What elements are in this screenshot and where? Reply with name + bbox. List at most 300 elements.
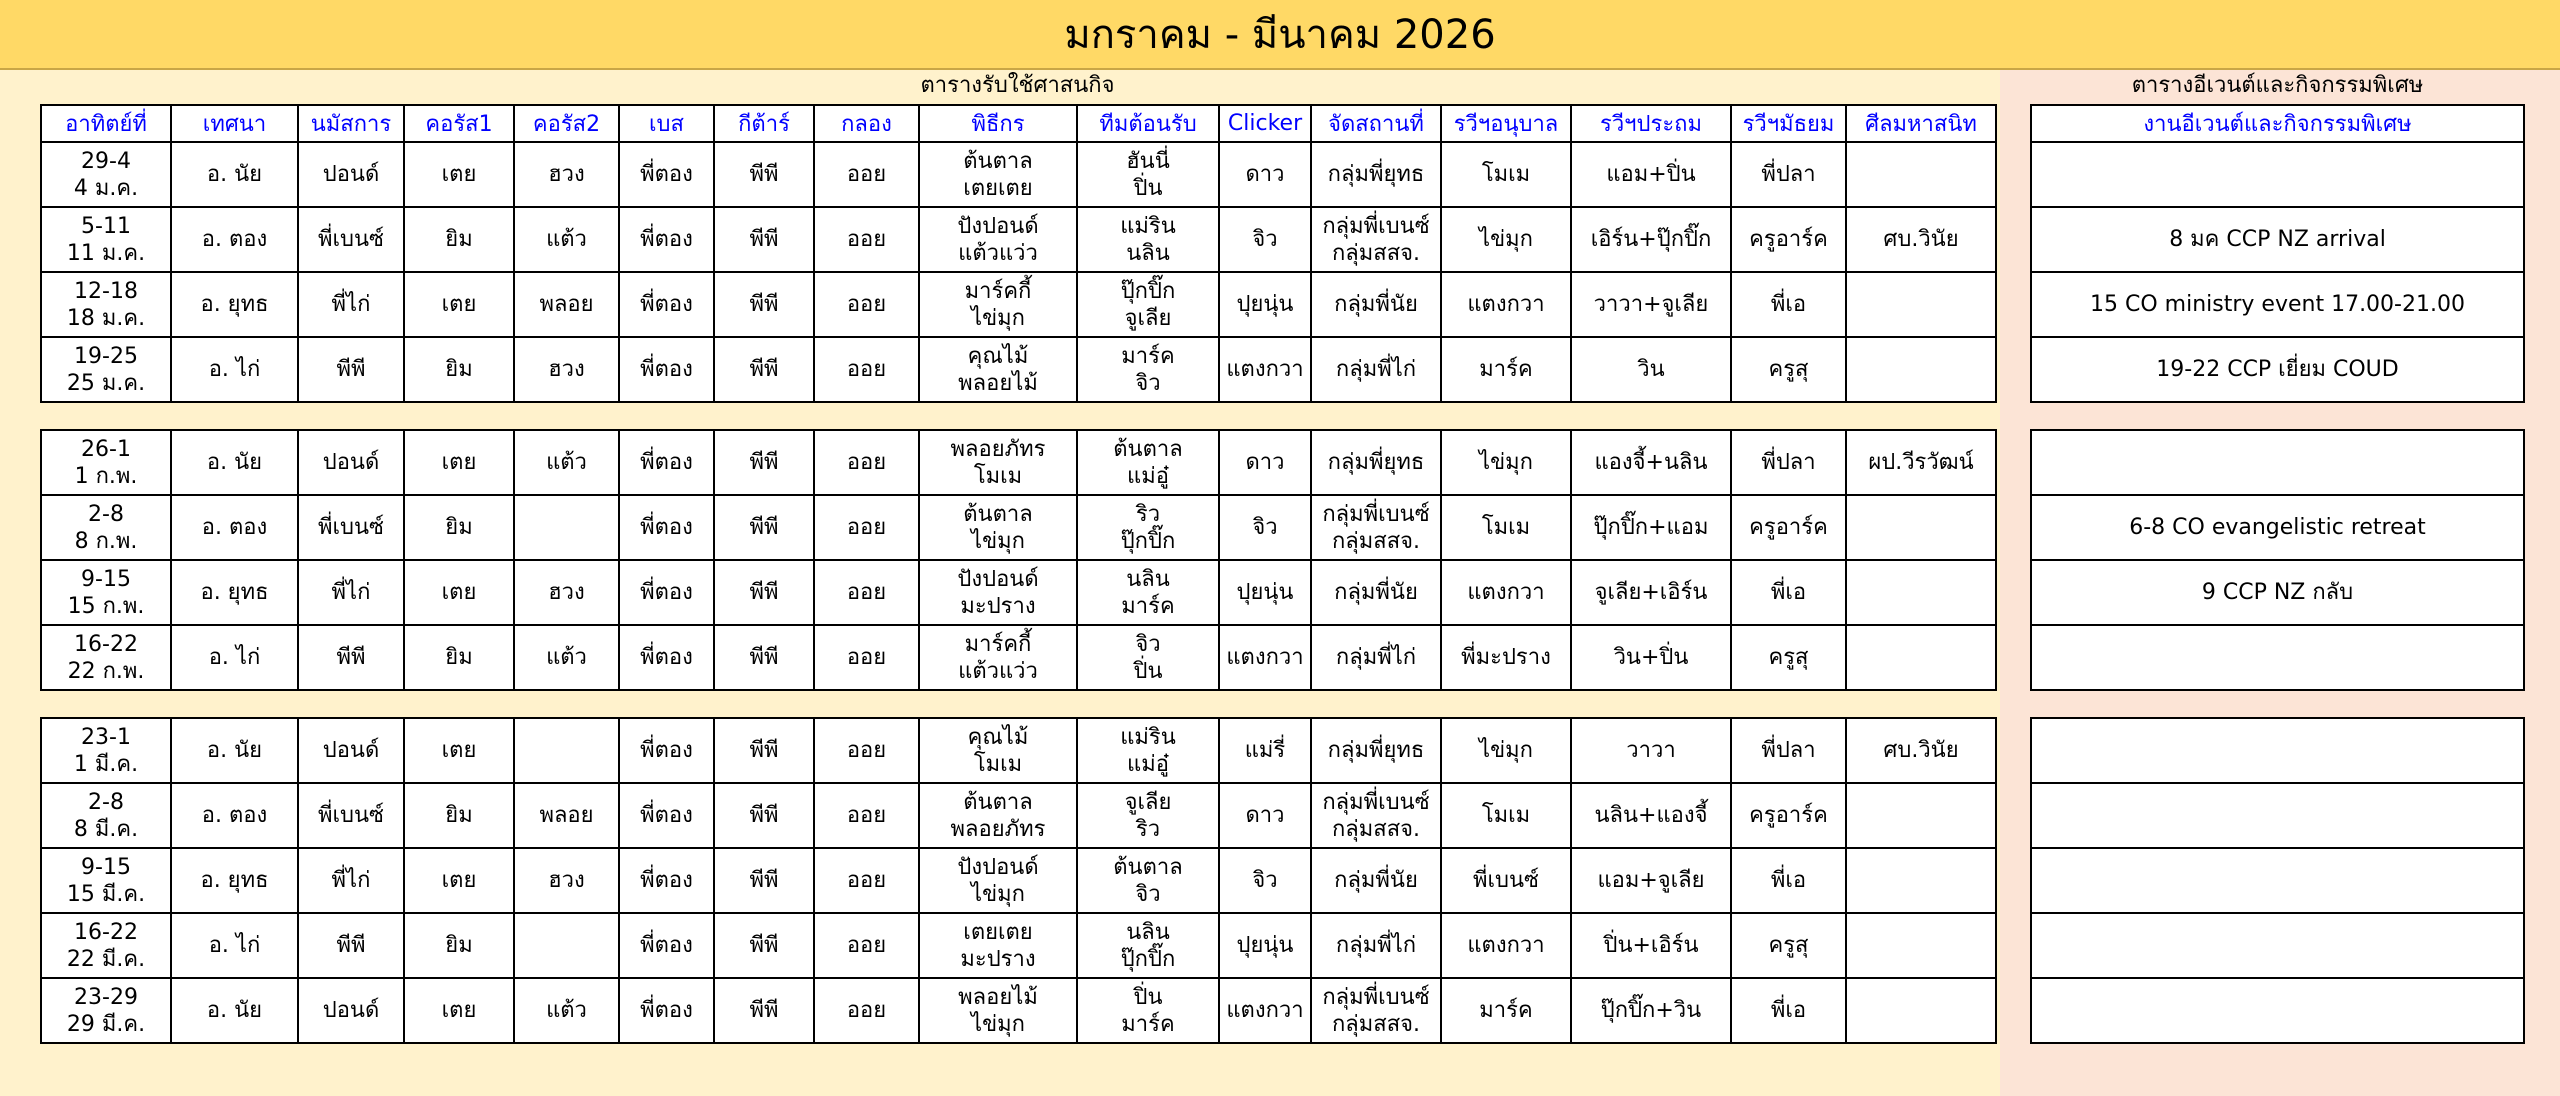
cell-line: พี่ตอง	[640, 738, 693, 763]
column-header: รวีฯมัธยม	[1731, 105, 1846, 142]
table-cell	[298, 495, 404, 560]
table-cell	[1219, 718, 1311, 783]
cell-line: ออย	[846, 868, 887, 893]
table-cell	[1441, 625, 1571, 690]
table-cell	[1219, 430, 1311, 495]
event-row	[2031, 142, 2524, 207]
table-cell	[171, 913, 298, 978]
cell-line: พีพี	[749, 998, 779, 1023]
table-cell	[171, 783, 298, 848]
table-cell	[714, 272, 814, 337]
table-cell	[171, 978, 298, 1043]
table-cell	[1219, 207, 1311, 272]
cell-line: ศบ.วินัย	[1883, 227, 1959, 252]
cell-line: กลุ่มพี่ไก่	[1335, 933, 1417, 958]
table-cell	[919, 783, 1077, 848]
cell-line: ดาว	[1245, 450, 1285, 475]
table-cell	[619, 718, 714, 783]
table-cell	[514, 625, 619, 690]
table-cell	[919, 978, 1077, 1043]
table-cell	[404, 495, 514, 560]
cell-line: อ. นัย	[206, 738, 263, 763]
table-cell	[1846, 560, 1996, 625]
cell-line: ออย	[846, 933, 887, 958]
cell-line: เตย	[441, 450, 477, 475]
event-cell	[2031, 718, 2524, 783]
table-cell	[1311, 337, 1441, 402]
table-cell	[919, 560, 1077, 625]
table-cell	[298, 430, 404, 495]
cell-line: อ. ตอง	[201, 803, 268, 828]
cell-line: กลุ่มสสจ.	[1331, 528, 1421, 554]
cell-line: เตย	[441, 868, 477, 893]
table-cell	[919, 625, 1077, 690]
cell-line: ริว	[1135, 501, 1161, 527]
table-cell	[171, 718, 298, 783]
cell-line: ปุยนุ่น	[1236, 933, 1294, 958]
cell-line: ดาว	[1245, 803, 1285, 828]
cell-line: ปอนด์	[322, 738, 380, 763]
cell-line: 9-15	[81, 854, 131, 880]
cell-line: พี่ตอง	[640, 933, 693, 958]
cell-line: พี่ปลา	[1761, 738, 1816, 763]
cell-line: ปิ่น	[1133, 658, 1163, 684]
cell-line: จิว	[1135, 631, 1161, 657]
event-row	[2031, 272, 2524, 337]
table-cell	[814, 430, 919, 495]
cell-line: อ. ยุทธ	[200, 292, 269, 317]
cell-line: วิน+ปิ่น	[1613, 645, 1689, 670]
cell-line: แม่อู๋	[1127, 463, 1169, 489]
table-cell	[1311, 495, 1441, 560]
table-cell	[714, 495, 814, 560]
table-cell	[619, 848, 714, 913]
column-header: อาทิตย์ที่	[41, 105, 171, 142]
cell-line: แต้ว	[546, 645, 587, 670]
event-cell	[2031, 848, 2524, 913]
table-cell	[514, 272, 619, 337]
cell-line: เตยเตย	[963, 175, 1033, 201]
table-cell	[619, 142, 714, 207]
schedule-table	[40, 104, 1997, 1044]
table-cell	[1731, 848, 1846, 913]
cell-line: พี่เอ	[1770, 998, 1807, 1023]
cell-line: ปุ๊กปิ๊ก	[1120, 278, 1176, 304]
table-cell	[1441, 978, 1571, 1043]
cell-line: พลอย	[539, 292, 594, 317]
cell-line: อ. ตอง	[201, 515, 268, 540]
cell-line: แตงกวา	[1467, 292, 1545, 317]
cell-line: พี่เบนซ์	[318, 515, 384, 540]
cell-line: 1 มี.ค.	[73, 751, 139, 777]
table-cell	[1441, 430, 1571, 495]
cell-line: กลุ่มพี่ไก่	[1335, 357, 1417, 382]
table-cell	[1077, 430, 1219, 495]
column-header: ทีมต้อนรับ	[1077, 105, 1219, 142]
cell-line: พี่เบนซ์	[318, 227, 384, 252]
cell-line: ฮันนี่	[1126, 148, 1170, 174]
table-cell	[171, 848, 298, 913]
cell-line: ต้นตาล	[1113, 436, 1183, 462]
cell-line: ครูสุ	[1768, 933, 1809, 958]
cell-line: เตย	[441, 580, 477, 605]
cell-line: แต้ว	[546, 450, 587, 475]
table-cell	[1311, 272, 1441, 337]
table-cell	[1077, 142, 1219, 207]
cell-line: ไข่มุก	[971, 881, 1025, 907]
table-cell	[1311, 560, 1441, 625]
table-cell	[1311, 913, 1441, 978]
table-cell	[714, 430, 814, 495]
cell-line: จูเลีย	[1124, 305, 1172, 331]
cell-line: ฮวง	[548, 357, 585, 382]
cell-line: ยิม	[445, 515, 473, 540]
cell-line: พีพี	[749, 580, 779, 605]
table-cell	[298, 783, 404, 848]
group-gap	[2031, 402, 2524, 430]
table-cell	[1077, 848, 1219, 913]
table-cell	[1731, 272, 1846, 337]
event-cell	[2031, 783, 2524, 848]
table-cell	[298, 207, 404, 272]
cell-line: ต้นตาล	[1113, 854, 1183, 880]
table-cell	[814, 207, 919, 272]
table-cell	[619, 272, 714, 337]
cell-line: ออย	[846, 450, 887, 475]
table-cell	[814, 142, 919, 207]
table-cell	[298, 142, 404, 207]
cell-line: โมเม	[1481, 515, 1531, 540]
table-cell	[1219, 913, 1311, 978]
table-cell	[1311, 430, 1441, 495]
column-header: กีต้าร์	[714, 105, 814, 142]
cell-line: 16-22	[74, 631, 138, 657]
table-cell	[404, 272, 514, 337]
cell-line: ยิม	[445, 803, 473, 828]
cell-line: พี่มะปราง	[1461, 645, 1551, 670]
cell-line: 15 ก.พ.	[67, 593, 145, 619]
cell-line: อ. ไก่	[208, 933, 261, 958]
table-row	[41, 272, 1996, 337]
table-cell	[814, 560, 919, 625]
cell-line: กลุ่มพี่ไก่	[1335, 645, 1417, 670]
table-cell	[1219, 848, 1311, 913]
table-cell	[298, 560, 404, 625]
cell-line: ปอนด์	[322, 162, 380, 187]
cell-line: ออย	[846, 292, 887, 317]
table-cell	[404, 337, 514, 402]
cell-line: ปังปอนด์	[957, 213, 1039, 239]
table-cell	[514, 495, 619, 560]
table-cell	[514, 207, 619, 272]
table-cell	[1219, 978, 1311, 1043]
cell-line: จิว	[1135, 370, 1161, 396]
cell-line: ไข่มุก	[971, 1011, 1025, 1037]
table-cell	[41, 142, 171, 207]
table-cell	[298, 913, 404, 978]
cell-line: กลุ่มพี่นัย	[1334, 868, 1418, 893]
cell-line: พี่เบนซ์	[318, 803, 384, 828]
cell-line: ฮวง	[548, 162, 585, 187]
cell-line: ออย	[846, 645, 887, 670]
cell-line: ออย	[846, 580, 887, 605]
cell-line: ฮวง	[548, 868, 585, 893]
table-cell	[404, 978, 514, 1043]
cell-line: กลุ่มพี่เบนซ์	[1322, 789, 1430, 815]
cell-line: 9-15	[81, 566, 131, 592]
table-cell	[298, 848, 404, 913]
table-cell	[1571, 495, 1731, 560]
cell-line: กลุ่มสสจ.	[1331, 240, 1421, 266]
cell-line: จิว	[1135, 881, 1161, 907]
column-header: เทศนา	[171, 105, 298, 142]
cell-line: แต้วแว่ว	[958, 240, 1038, 266]
table-cell	[298, 718, 404, 783]
cell-line: แต้ว	[546, 998, 587, 1023]
table-cell	[514, 142, 619, 207]
event-row	[2031, 430, 2524, 495]
cell-line: แอม+จูเลีย	[1597, 868, 1705, 893]
cell-line: พีพี	[749, 227, 779, 252]
cell-line: พลอยไม้	[958, 370, 1038, 396]
table-cell	[1571, 625, 1731, 690]
table-cell	[1441, 142, 1571, 207]
cell-line: มะปราง	[960, 593, 1036, 619]
cell-line: 16-22	[74, 919, 138, 945]
cell-line: ปังปอนด์	[957, 566, 1039, 592]
cell-line: ปุ๊กปิ๊ก+แอม	[1593, 515, 1709, 540]
cell-line: ไข่มุก	[1479, 227, 1533, 252]
cell-line: เอิร์น+ปุ๊กปิ๊ก	[1590, 227, 1712, 252]
table-cell	[404, 142, 514, 207]
cell-line: 22 ก.พ.	[67, 658, 145, 684]
cell-line: มาร์คกี้	[964, 278, 1032, 304]
table-cell	[1846, 625, 1996, 690]
cell-line: 25 ม.ค.	[66, 370, 146, 396]
cell-line: พี่ตอง	[640, 645, 693, 670]
cell-line: แอม+ปิ่น	[1606, 162, 1696, 187]
table-cell	[714, 718, 814, 783]
cell-line: มาร์ค	[1479, 357, 1533, 382]
cell-line: 11 ม.ค.	[66, 240, 146, 266]
cell-line: มาร์ค	[1121, 343, 1175, 369]
event-row	[2031, 207, 2524, 272]
table-cell	[1846, 495, 1996, 560]
column-header: นมัสการ	[298, 105, 404, 142]
table-cell	[1846, 272, 1996, 337]
cell-line: พีพี	[749, 357, 779, 382]
table-cell	[1571, 978, 1731, 1043]
table-cell	[1441, 207, 1571, 272]
table-row	[41, 718, 1996, 783]
table-row	[41, 783, 1996, 848]
table-row	[41, 495, 1996, 560]
table-cell	[1311, 978, 1441, 1043]
table-cell	[41, 207, 171, 272]
cell-line: ปุ๊กปิ๊ก	[1120, 528, 1176, 554]
table-cell	[814, 337, 919, 402]
cell-line: กลุ่มพี่เบนซ์	[1322, 213, 1430, 239]
cell-line: คุณไม้	[967, 343, 1029, 369]
cell-line: คุณไม้	[967, 724, 1029, 750]
table-cell	[1731, 142, 1846, 207]
cell-line: พีพี	[749, 933, 779, 958]
event-cell: 19-22 CCP เยี่ยม COUD	[2031, 337, 2524, 402]
column-header: รวีฯประถม	[1571, 105, 1731, 142]
cell-line: อ. นัย	[206, 450, 263, 475]
table-cell	[1571, 718, 1731, 783]
table-row	[41, 560, 1996, 625]
table-cell	[1846, 783, 1996, 848]
column-header: จัดสถานที่	[1311, 105, 1441, 142]
table-cell	[1846, 848, 1996, 913]
table-cell	[1077, 207, 1219, 272]
table-cell	[1219, 560, 1311, 625]
table-cell	[1731, 337, 1846, 402]
table-cell	[1731, 913, 1846, 978]
event-row	[2031, 560, 2524, 625]
cell-line: แม่อู๋	[1127, 751, 1169, 777]
cell-line: แตงกวา	[1226, 645, 1304, 670]
table-cell	[814, 625, 919, 690]
table-cell	[1441, 560, 1571, 625]
table-cell	[814, 783, 919, 848]
cell-line: ออย	[846, 227, 887, 252]
table-cell	[514, 560, 619, 625]
cell-line: ยิม	[445, 933, 473, 958]
table-cell	[171, 495, 298, 560]
table-cell	[714, 625, 814, 690]
cell-line: แตงกวา	[1467, 580, 1545, 605]
table-cell	[1846, 978, 1996, 1043]
table-cell	[619, 560, 714, 625]
table-cell	[41, 978, 171, 1043]
column-header: พิธีกร	[919, 105, 1077, 142]
table-cell	[1077, 272, 1219, 337]
table-cell	[404, 430, 514, 495]
cell-line: ปังปอนด์	[957, 854, 1039, 880]
cell-line: จูเลีย+เอิร์น	[1594, 580, 1708, 605]
column-header: คอรัส1	[404, 105, 514, 142]
event-cell	[2031, 142, 2524, 207]
cell-line: ออย	[846, 803, 887, 828]
event-cell: 9 CCP NZ กลับ	[2031, 560, 2524, 625]
table-cell	[1571, 430, 1731, 495]
table-cell	[714, 913, 814, 978]
table-row	[41, 142, 1996, 207]
table-cell	[41, 718, 171, 783]
cell-line: พี่ตอง	[640, 998, 693, 1023]
group-gap	[41, 690, 1996, 718]
cell-line: พี่ตอง	[640, 292, 693, 317]
event-cell	[2031, 913, 2524, 978]
cell-line: พี่ตอง	[640, 357, 693, 382]
cell-line: โมเม	[1481, 162, 1531, 187]
cell-line: วาวา+จูเลีย	[1593, 292, 1709, 317]
table-cell	[514, 718, 619, 783]
cell-line: พี่ตอง	[640, 580, 693, 605]
events-table	[2030, 104, 2525, 1044]
table-cell	[919, 913, 1077, 978]
cell-line: 8 มี.ค.	[73, 816, 139, 842]
cell-line: แม่รี่	[1244, 738, 1286, 763]
cell-line: อ. ตอง	[201, 227, 268, 252]
table-cell	[1441, 848, 1571, 913]
table-cell	[171, 560, 298, 625]
event-row	[2031, 718, 2524, 783]
cell-line: เตย	[441, 998, 477, 1023]
cell-line: พีพี	[749, 645, 779, 670]
table-cell	[171, 625, 298, 690]
table-cell	[404, 783, 514, 848]
cell-line: พี่ตอง	[640, 515, 693, 540]
table-cell	[1731, 718, 1846, 783]
cell-line: อ. ยุทธ	[200, 868, 269, 893]
cell-line: ปอนด์	[322, 450, 380, 475]
table-cell	[1846, 207, 1996, 272]
cell-line: 8 ก.พ.	[74, 528, 138, 554]
table-cell	[41, 783, 171, 848]
cell-line: 22 มี.ค.	[66, 946, 146, 972]
event-cell: 8 มค CCP NZ arrival	[2031, 207, 2524, 272]
table-cell	[41, 495, 171, 560]
event-row	[2031, 337, 2524, 402]
cell-line: ไข่มุก	[971, 528, 1025, 554]
table-cell	[1441, 337, 1571, 402]
table-cell	[41, 913, 171, 978]
table-row	[41, 337, 1996, 402]
table-cell	[919, 337, 1077, 402]
table-cell	[1731, 625, 1846, 690]
cell-line: โมเม	[973, 463, 1023, 489]
table-cell	[1077, 718, 1219, 783]
column-header: ศีลมหาสนิท	[1846, 105, 1996, 142]
table-cell	[514, 337, 619, 402]
cell-line: ออย	[846, 357, 887, 382]
cell-line: พี่ปลา	[1761, 450, 1816, 475]
table-cell	[1571, 783, 1731, 848]
table-cell	[171, 207, 298, 272]
table-cell	[1571, 207, 1731, 272]
cell-line: พีพี	[749, 162, 779, 187]
event-row	[2031, 978, 2524, 1043]
cell-line: ปอนด์	[322, 998, 380, 1023]
table-cell	[1077, 783, 1219, 848]
cell-line: นลิน	[1126, 240, 1170, 266]
table-cell	[814, 978, 919, 1043]
table-cell	[1571, 913, 1731, 978]
cell-line: เตย	[441, 292, 477, 317]
table-cell	[1731, 207, 1846, 272]
table-cell	[1311, 718, 1441, 783]
cell-line: ปิ่น	[1133, 175, 1163, 201]
table-cell	[619, 495, 714, 560]
cell-line: พี่ตอง	[640, 162, 693, 187]
table-cell	[1441, 272, 1571, 337]
table-cell	[619, 913, 714, 978]
column-header: รวีฯอนุบาล	[1441, 105, 1571, 142]
cell-line: ครูอาร์ค	[1749, 803, 1828, 828]
cell-line: ต้นตาล	[963, 501, 1033, 527]
table-cell	[1311, 207, 1441, 272]
table-cell	[1571, 337, 1731, 402]
cell-line: แตงกวา	[1467, 933, 1545, 958]
event-cell: 6-8 CO evangelistic retreat	[2031, 495, 2524, 560]
table-cell	[814, 848, 919, 913]
table-cell	[619, 430, 714, 495]
table-cell	[1077, 337, 1219, 402]
table-cell	[514, 978, 619, 1043]
